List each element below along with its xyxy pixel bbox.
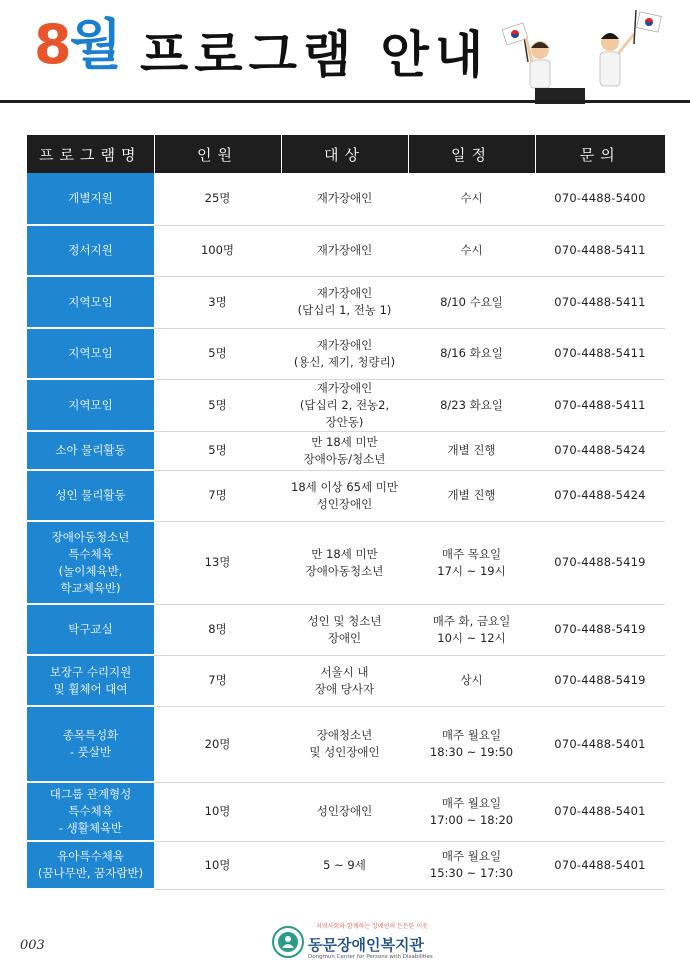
contact-cell: 070-4488-5411	[535, 276, 665, 328]
schedule-cell: 8/16 화요일	[408, 328, 535, 379]
table-row	[27, 706, 665, 782]
table-row	[27, 655, 665, 706]
program-name-cell: 지역모임	[27, 379, 154, 431]
column-header-count: 인원	[154, 135, 281, 173]
count-cell: 7명	[154, 655, 281, 706]
target-cell: 재가장애인 (답십리 1, 전농 1)	[281, 276, 408, 328]
target-cell: 서울시 내 장애 당사자	[281, 655, 408, 706]
contact-cell: 070-4488-5419	[535, 604, 665, 655]
count-cell: 3명	[154, 276, 281, 328]
page-header	[0, 0, 690, 106]
schedule-cell: 매주 월요일 17:00 ~ 18:20	[408, 782, 535, 841]
target-cell: 성인 및 청소년 장애인	[281, 604, 408, 655]
flag-people-illustration	[500, 4, 680, 104]
org-english-name: Dongmun Center for Persons with Disabilities	[308, 954, 433, 960]
program-name-cell: 탁구교실	[27, 604, 154, 655]
count-cell: 5명	[154, 379, 281, 431]
schedule-cell: 상시	[408, 655, 535, 706]
count-cell: 100명	[154, 225, 281, 276]
table-row	[27, 521, 665, 604]
table-row	[27, 328, 665, 379]
program-name-cell: 장애아동청소년 특수체육 (놀이체육반, 학교체육반)	[27, 521, 154, 604]
contact-cell: 070-4488-5424	[535, 470, 665, 521]
org-logo	[272, 918, 433, 968]
page-number: 003	[20, 938, 45, 953]
schedule-cell: 매주 목요일 17시 ~ 19시	[408, 521, 535, 604]
program-name-cell: 유아특수체육 (꿈나무반, 꿈자람반)	[27, 841, 154, 889]
table-header-row	[27, 135, 665, 173]
schedule-cell: 수시	[408, 225, 535, 276]
schedule-cell: 매주 월요일 18:30 ~ 19:50	[408, 706, 535, 782]
contact-cell: 070-4488-5401	[535, 706, 665, 782]
target-cell: 재가장애인	[281, 173, 408, 225]
target-cell: 만 18세 미만 장애아동청소년	[281, 521, 408, 604]
schedule-cell: 수시	[408, 173, 535, 225]
count-cell: 7명	[154, 470, 281, 521]
table-body	[27, 173, 665, 889]
program-name-cell: 소아 물리활동	[27, 431, 154, 470]
program-name-cell: 지역모임	[27, 328, 154, 379]
target-cell: 18세 이상 65세 미만 성인장애인	[281, 470, 408, 521]
schedule-cell: 8/23 화요일	[408, 379, 535, 431]
contact-cell: 070-4488-5401	[535, 841, 665, 889]
program-table	[27, 135, 665, 890]
count-cell: 13명	[154, 521, 281, 604]
target-cell: 재가장애인 (용신, 제기, 청량리)	[281, 328, 408, 379]
schedule-cell: 매주 화, 금요일 10시 ~ 12시	[408, 604, 535, 655]
count-cell: 5명	[154, 328, 281, 379]
contact-cell: 070-4488-5411	[535, 225, 665, 276]
target-cell: 장애청소년 및 성인장애인	[281, 706, 408, 782]
table-row	[27, 225, 665, 276]
contact-cell: 070-4488-5419	[535, 521, 665, 604]
target-cell: 성인장애인	[281, 782, 408, 841]
month-unit: 월	[69, 13, 120, 76]
target-cell: 5 ~ 9세	[281, 841, 408, 889]
count-cell: 10명	[154, 841, 281, 889]
schedule-cell: 8/10 수요일	[408, 276, 535, 328]
column-header-program: 프로그램명	[27, 135, 154, 173]
table-row	[27, 782, 665, 841]
contact-cell: 070-4488-5411	[535, 379, 665, 431]
count-cell: 8명	[154, 604, 281, 655]
month-label	[34, 13, 120, 76]
contact-cell: 070-4488-5400	[535, 173, 665, 225]
header-divider	[0, 100, 690, 103]
org-name: 동문장애인복지관	[308, 936, 424, 954]
org-tagline: 지역사회와 함께하는 장애인의 든든한 이웃	[316, 923, 428, 930]
page-title: 프로그램 안내	[140, 26, 490, 84]
contact-cell: 070-4488-5419	[535, 655, 665, 706]
schedule-cell: 개별 진행	[408, 431, 535, 470]
target-cell: 만 18세 미만 장애아동/청소년	[281, 431, 408, 470]
program-name-cell: 보장구 수리지원 및 휠체어 대여	[27, 655, 154, 706]
program-name-cell: 지역모임	[27, 276, 154, 328]
table-row	[27, 173, 665, 225]
program-name-cell: 성인 물리활동	[27, 470, 154, 521]
count-cell: 20명	[154, 706, 281, 782]
org-emblem-icon	[272, 924, 306, 964]
table-row	[27, 276, 665, 328]
target-cell: 재가장애인 (답십리 2, 전농2, 장안동)	[281, 379, 408, 431]
program-name-cell: 정서지원	[27, 225, 154, 276]
table-row	[27, 431, 665, 470]
table-row	[27, 604, 665, 655]
contact-cell: 070-4488-5411	[535, 328, 665, 379]
schedule-cell: 개별 진행	[408, 470, 535, 521]
contact-cell: 070-4488-5424	[535, 431, 665, 470]
schedule-cell: 매주 월요일 15:30 ~ 17:30	[408, 841, 535, 889]
program-name-cell: 개별지원	[27, 173, 154, 225]
column-header-contact: 문의	[535, 135, 665, 173]
count-cell: 5명	[154, 431, 281, 470]
table-row	[27, 379, 665, 431]
program-name-cell: 종목특성화 - 풋살반	[27, 706, 154, 782]
table-row	[27, 470, 665, 521]
count-cell: 25명	[154, 173, 281, 225]
program-name-cell: 대그룹 관계형성 특수체육 - 생활체육반	[27, 782, 154, 841]
column-header-schedule: 일정	[408, 135, 535, 173]
contact-cell: 070-4488-5401	[535, 782, 665, 841]
table-row	[27, 841, 665, 889]
column-header-target: 대상	[281, 135, 408, 173]
count-cell: 10명	[154, 782, 281, 841]
target-cell: 재가장애인	[281, 225, 408, 276]
month-number: 8	[34, 13, 70, 76]
